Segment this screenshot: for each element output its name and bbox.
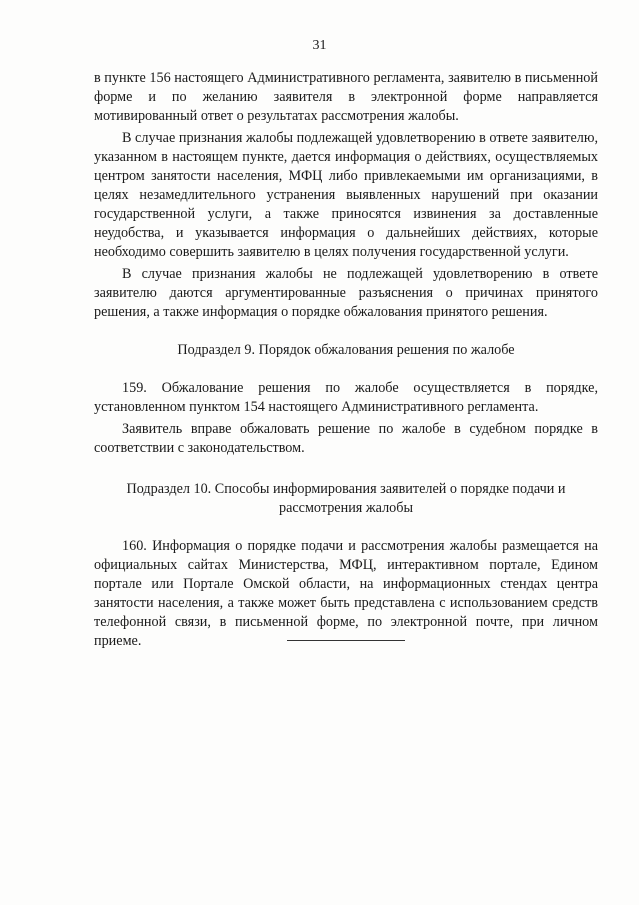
subsection-10-heading: Подраздел 10. Способы информирования заявителей о порядке подачи и рассмотрения жалобы	[126, 481, 566, 516]
document-body	[94, 69, 598, 651]
page-number: 31	[312, 38, 327, 53]
paragraph-complaint-satisfied: В случае признания жалобы подлежащей удовлетворению в ответе заявителю, указанном в настоящем пункте, дается информация о действиях, осуществляемых центром занятости населения, МФЦ либо привлекаемыми им организациями, в целях незамедлительного устранения выявленных нарушений при оказании государственной услуги, а также приносятся извинения за доставленные неудобства, и указывается информация о дальнейших действиях, которые необходимо совершить заявителю в целях получения государственной услуги.	[94, 130, 598, 260]
paragraph-continuation: в пункте 156 настоящего Административного регламента, заявителю в письменной форме и по желанию заявителя в электронной форме направляется мотивированный ответ о результатах рассмотрения жалобы.	[94, 70, 598, 124]
paragraph-159: 159. Обжалование решения по жалобе осуществляется в порядке, установленном пунктом 154 настоящего Административного регламента.	[94, 380, 598, 415]
paragraph-court-appeal: Заявитель вправе обжаловать решение по жалобе в судебном порядке в соответствии с законодательством.	[94, 421, 598, 456]
paragraph-160: 160. Информация о порядке подачи и рассмотрения жалобы размещается на официальных сайтах Министерства, МФЦ, интерактивном портале, Едином портале или Портале Омской области, на информационных стендах центра занятости населения, а также может быть представлена с использованием средств телефонной связи, в письменной форме, по электронной почте, при личном приеме.	[94, 538, 598, 649]
paragraph-complaint-rejected: В случае признания жалобы не подлежащей удовлетворению в ответе заявителю даются аргументированные разъяснения о причинах принятого решения, а также информация о порядке обжалования принятого решения.	[94, 266, 598, 320]
closing-divider-line	[287, 640, 405, 641]
subsection-9-heading: Подраздел 9. Порядок обжалования решения по жалобе	[177, 342, 515, 358]
